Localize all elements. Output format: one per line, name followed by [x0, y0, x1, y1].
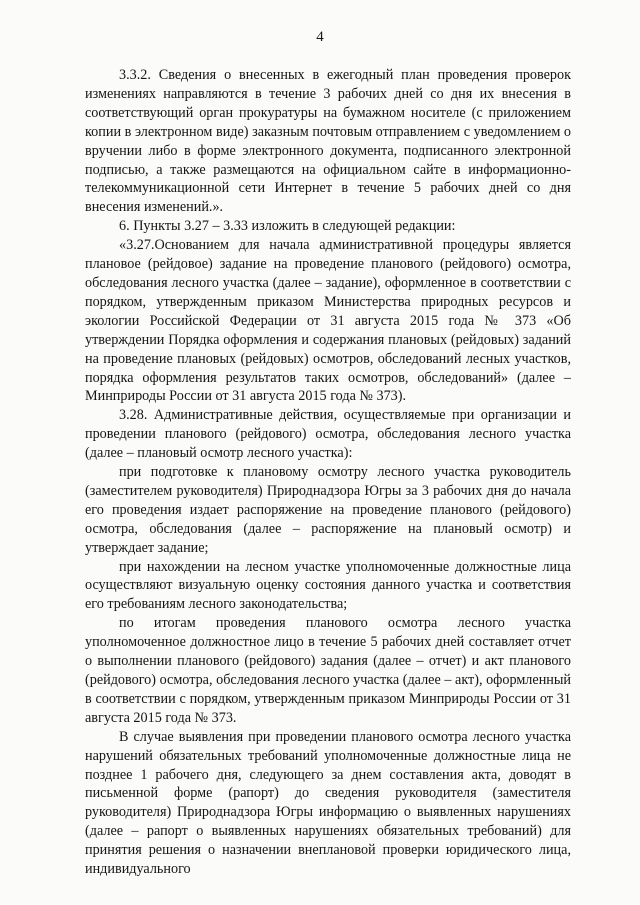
paragraph-3-27: «3.27.Основанием для начала административной процедуры является плановое (рейдовое) задание на проведение планового (рейдового) осмотра, обследования лесного участка (далее – задание), оформленное в соответствии с порядком, утвержденным приказом Министерства природных ресурсов и экологии Российской Федерации от 31 августа 2015 года № 373 «Об утверждении Порядка оформления и содержания плановых (рейдовых) заданий на проведение плановых (рейдовых) осмотров, обследований лесных участков, порядка оформления результатов таких осмотров, обследований» (далее – Минприроды России от 31 августа 2015 года № 373).	[85, 237, 571, 405]
paragraph-on-site: при нахождении на лесном участке уполномоченные должностные лица осуществляют визуальную оценку состояния данного участка и соответствия его требованиям лесного законодательства;	[85, 558, 571, 613]
paragraph-3-28: 3.28. Административные действия, осуществляемые при организации и проведении планового (рейдового) осмотра, обследования лесного участка (далее – плановый осмотр лесного участка):	[85, 407, 571, 462]
paragraph-results: по итогам проведения планового осмотра лесного участка уполномоченное должностное лицо в течение 5 рабочих дней составляет отчет о выполнении планового (рейдового) задания (далее – отчет) и акт планового (рейдового) осмотра, обследования лесного участка (далее – акт), оформленный в соответствии с порядком, утвержденным приказом Минприроды России от 31 августа 2015 года № 373.	[85, 615, 571, 726]
paragraph-3-3-2: 3.3.2. Сведения о внесенных в ежегодный план проведения проверок изменениях направляются в течение 3 рабочих дней со дня их внесения в соответствующий орган прокуратуры на бумажном носителе (с приложением копии в электронном виде) заказным почтовым отправлением с уведомлением о вручении либо в форме электронного документа, подписанного электронной подписью, а также размещаются на официальном сайте в информационно-телекоммуникационной сети Интернет в течение 5 рабочих дней со дня внесения изменений.».	[85, 67, 571, 216]
paragraph-preparation: при подготовке к плановому осмотру лесного участка руководитель (заместителем руководителя) Природнадзора Югры за 3 рабочих дня до начала его проведения издает распоряжение на проведение планового (рейдового) осмотра, обследования (далее – распоряжение на плановый осмотр) и утверждает задание;	[85, 464, 571, 556]
document-body	[85, 66, 571, 879]
page-number: 4	[316, 29, 324, 45]
paragraph-item-6: 6. Пункты 3.27 – 3.33 изложить в следующей редакции:	[119, 218, 456, 235]
paragraph-violations: В случае выявления при проведении планового осмотра лесного участка нарушений обязательных требований уполномоченные должностные лица не позднее 1 рабочего дня, следующего за днем составления акта, доводят в письменной форме (рапорт) до сведения руководителя (заместителя руководителя) Природнадзора Югры информацию о выявленных нарушениях (далее – рапорт о выявленных нарушениях обязательных требований) для принятия решения о назначении внеплановой проверки юридического лица, индивидуального	[85, 728, 571, 878]
